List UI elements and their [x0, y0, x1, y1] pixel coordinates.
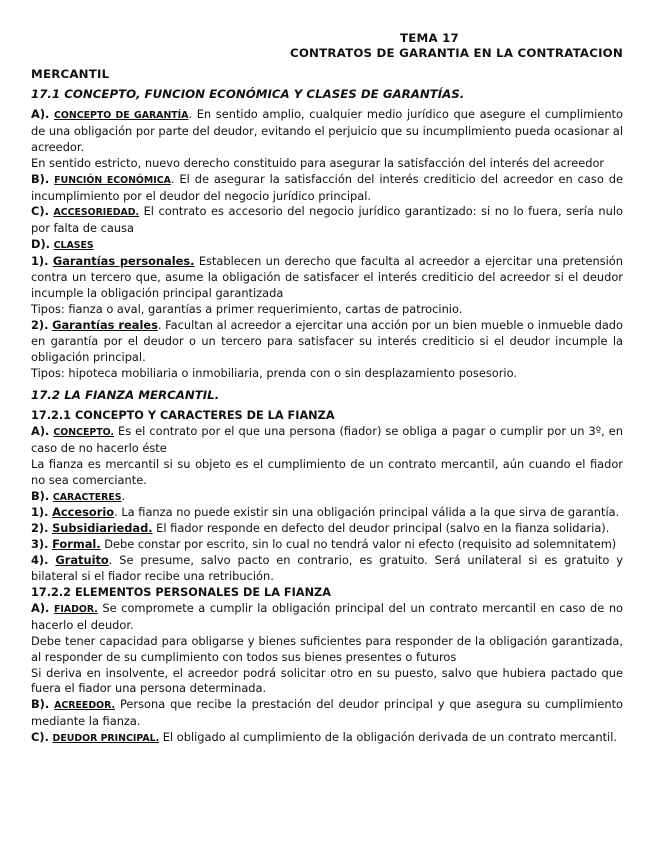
subheading-17-2-2: 17.2.2 ELEMENTOS PERSONALES DE LA FIANZA	[31, 585, 331, 599]
document-title-line1: CONTRATOS DE GARANTIA EN LA CONTRATACION	[289, 46, 623, 60]
label-gratuito: Gratuito	[55, 553, 109, 568]
paragraph-fianza-mercantil: La fianza es mercantil si su objeto es el cumplimiento de un contrato mercantil, aún cuando el fiador no sea comerciante.	[31, 456, 623, 487]
tema-number: TEMA 17	[400, 31, 459, 45]
label-clases: CLASES	[53, 240, 94, 252]
paragraph-concepto-fianza: A). CONCEPTO. Es el contrato por el que una persona (fiador) se obliga a pagar o cumplir por un 3º, en caso de no hacerlo éste	[31, 423, 623, 455]
label-acreedor: ACREEDOR.	[54, 700, 116, 712]
label-garantias-personales: Garantías personales.	[52, 254, 195, 269]
paragraph-capacidad: Debe tener capacidad para obligarse y bienes suficientes para responder de la obligación garantizada, al responder de su cumplimiento con todos sus bienes presentes o futuros	[31, 633, 623, 664]
paragraph-tipos-reales: Tipos: hipoteca mobiliaria o inmobiliaria, prenda con o sin desplazamiento posesorio.	[31, 365, 517, 380]
paragraph-garantias-personales: 1). Garantías personales. Establecen un derecho que faculta al acreedor a ejercitar una pretensión contra un tercero que, asume la obligación de satisfacer el interés crediticio del acreedor si el deudor incumple la obligación principal garantizada	[31, 254, 623, 300]
paragraph-insolvente: Si deriva en insolvente, el acreedor podrá solicitar otro en su puesto, salvo que hubiera pactado que fuera el fiador una persona determinada.	[31, 665, 623, 696]
section-17-2-body	[31, 408, 623, 747]
paragraph-formal: 3). Formal. Debe constar por escrito, sin lo cual no tendrá valor ni efecto (requisito ad solemnitatem)	[31, 537, 617, 552]
label-fiador: FIADOR.	[53, 603, 98, 615]
label-caracteres: CARACTERES	[52, 491, 122, 503]
paragraph-fiador: A). FIADOR. Se compromete a cumplir la obligación principal del un contrato mercantil en caso de no hacerlo el deudor.	[31, 600, 624, 632]
paragraph-tipos-personales: Tipos: fianza o aval, garantías a primer requerimiento, cartas de patrocinio.	[31, 301, 463, 316]
paragraph-subsidiariedad: 2). Subsidiariedad. El fiador responde en defecto del deudor principal (salvo en la fianza solidaria).	[31, 521, 610, 536]
label-accesorio: Accesorio	[52, 505, 115, 520]
paragraph-garantias-reales: 2). Garantías reales. Facultan al acreedor a ejercitar una acción por un bien mueble o inmueble dado en garantía por el deudor o un tercero para satisfacer su interés crediticio si el deudor incumple la obligación principal.	[31, 317, 623, 364]
label-garantias-reales: Garantías reales	[52, 317, 158, 332]
paragraph-gratuito: 4). Gratuito. Se presume, salvo pacto en contrario, es gratuito. Será unilateral si es gratuito y bilateral si el fiador recibe una retribución.	[31, 553, 623, 584]
label-subsidiariedad: Subsidiariedad.	[52, 521, 153, 536]
paragraph-funcion-economica: B). FUNCIÓN ECONÓMICA. El de asegurar la satisfacción del interés crediticio del acreedor en caso de incumplimiento por el deudor del negocio jurídico principal.	[31, 171, 623, 203]
label-concepto-garantia: CONCEPTO DE GARANTÍA	[54, 110, 189, 121]
paragraph-accesoriedad: C). ACCESORIEDAD. El contrato es accesorio del negocio jurídico garantizado: si no lo fuera, sería nulo por falta de causa	[31, 204, 623, 236]
paragraph-clases: D). CLASES	[31, 237, 94, 252]
paragraph-accesorio: 1). Accesorio. La fianza no puede existir sin una obligación principal válida a la que sirva de garantía.	[31, 505, 620, 520]
label-accesoriedad: ACCESORIEDAD.	[53, 207, 140, 219]
label-deudor-principal: DEUDOR PRINCIPAL.	[52, 733, 160, 745]
label-formal: Formal.	[52, 537, 101, 552]
paragraph-sentido-estricto: En sentido estricto, nuevo derecho constituido para asegurar la satisfacción del interés del acreedor	[31, 155, 605, 170]
section-heading-17-2: 17.2 LA FIANZA MERCANTIL.	[31, 388, 220, 402]
section-17-1-body	[31, 107, 623, 381]
paragraph-deudor-principal: C). DEUDOR PRINCIPAL. El obligado al cumplimiento de la obligación derivada de un contrato mercantil.	[31, 730, 617, 745]
section-heading-17-1: 17.1 CONCEPTO, FUNCION ECONÓMICA Y CLASES DE GARANTÍAS.	[31, 87, 465, 101]
document-title-line2: MERCANTIL	[31, 67, 110, 81]
paragraph-concepto-garantia: A). CONCEPTO DE GARANTÍA. En sentido amplio, cualquier medio jurídico que asegure el cumplimiento de una obligación por parte del deudor, evitando el perjuicio que su incumplimiento pueda ocasionar al acreedor.	[31, 107, 623, 154]
subheading-17-2-1: 17.2.1 CONCEPTO Y CARACTERES DE LA FIANZA	[31, 409, 335, 422]
paragraph-acreedor: B). ACREEDOR. Persona que recibe la prestación del deudor principal y que asegura su cumplimiento mediante la fianza.	[31, 697, 623, 729]
label-funcion-economica: FUNCIÓN ECONÓMICA	[54, 174, 171, 186]
paragraph-caracteres: B). CARACTERES.	[31, 488, 126, 503]
label-concepto: CONCEPTO.	[53, 426, 114, 438]
